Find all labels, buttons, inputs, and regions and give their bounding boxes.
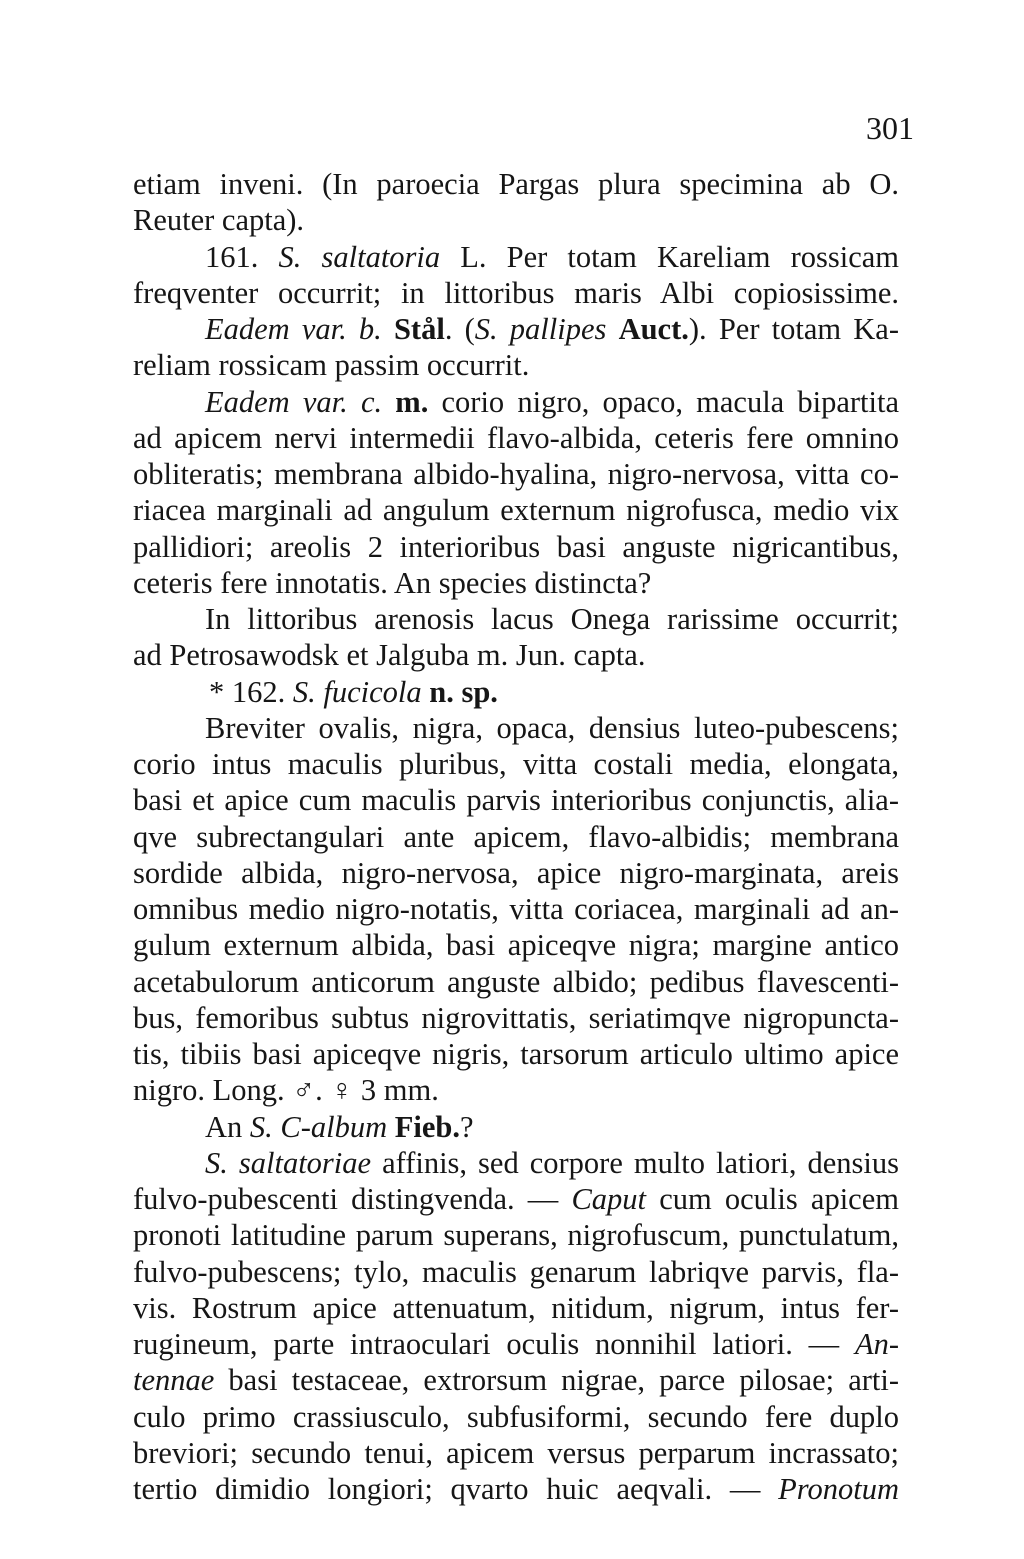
text-segment: ad Petrosawodsk et Jalguba m. Jun. capta.	[133, 638, 646, 673]
text-segment: In littoribus arenosis lacus Onega rarissime occurrit;	[205, 602, 899, 636]
text-line	[133, 601, 899, 637]
text-line	[133, 1471, 899, 1507]
text-line	[133, 855, 899, 891]
text-segment: ad apicem nervi intermedii flavo-albida, ceteris fere omnino	[133, 420, 899, 455]
text-line	[133, 1399, 899, 1435]
text-line	[133, 891, 899, 927]
text-segment: ). Per totam Ka-	[688, 312, 899, 346]
italic-segment: tennae	[133, 1363, 215, 1398]
text-segment: etiam inveni. (In paroecia Pargas plura specimina ab O.	[133, 167, 899, 201]
text-line	[133, 819, 899, 855]
text-line	[133, 964, 899, 1000]
text-segment: culo primo crassiusculo, subfusiformi, secundo fere duplo	[133, 1399, 899, 1434]
body-text	[133, 166, 899, 1507]
text-segment: vis. Rostrum apice attenuatum, nitidum, nigrum, intus fer-	[133, 1290, 899, 1325]
text-line	[133, 275, 899, 311]
italic-segment: Pronotum	[778, 1472, 899, 1506]
text-line	[133, 637, 899, 673]
text-segment: obliteratis; membrana albido-hyalina, nigro-nervosa, vitta co-	[133, 457, 899, 491]
text-line	[133, 1000, 899, 1036]
text-line	[133, 1290, 899, 1326]
bold-segment: Stål	[393, 312, 445, 346]
text-segment: 161.	[205, 239, 279, 274]
text-line	[133, 1072, 899, 1108]
text-line	[133, 529, 899, 565]
text-segment: rugineum, parte intraoculari oculis nonnihil latiori. —	[133, 1327, 855, 1361]
italic-segment: S. saltatoria	[278, 239, 441, 274]
text-segment: pallidiori; areolis 2 interioribus basi anguste nigricantibus,	[133, 529, 899, 564]
text-segment: tis, tibiis basi apiceqve nigris, tarsorum articulo ultimo apice	[133, 1037, 899, 1071]
text-segment: basi testaceae, extrorsum nigrae, parce pilosae; arti-	[214, 1363, 899, 1398]
text-segment: . (	[444, 312, 475, 346]
text-segment: * 162.	[209, 674, 293, 709]
text-line	[133, 927, 899, 963]
text-segment: qve subrectangulari ante apicem, flavo-albidis; membrana	[133, 819, 899, 854]
text-line	[133, 1326, 899, 1362]
bold-segment: Auct.	[618, 312, 689, 346]
italic-segment: An-	[854, 1327, 899, 1361]
text-line	[133, 674, 899, 710]
bold-segment: m.	[395, 384, 429, 419]
text-segment: corio nigro, opaco, macula bipartita	[428, 384, 899, 419]
text-segment	[382, 312, 394, 346]
italic-segment: Eadem var. c.	[205, 384, 383, 419]
text-line	[133, 239, 899, 275]
text-segment: An	[205, 1109, 250, 1144]
text-line	[133, 1217, 899, 1253]
text-segment: ceteris fere innotatis. An species distincta?	[133, 565, 652, 600]
italic-segment: S. C-album	[249, 1109, 388, 1144]
text-segment: corio intus maculis pluribus, vitta costali media, elongata,	[133, 747, 899, 781]
italic-segment: Eadem var. b.	[205, 312, 382, 346]
text-segment: pronoti latitudine parum superans, nigrofuscum, punctulatum,	[133, 1218, 899, 1253]
text-segment: acetabulorum anticorum anguste albido; pedibus flavescenti-	[133, 964, 899, 999]
text-segment: fulvo-pubescens; tylo, maculis genarum labriqve parvis, fla-	[133, 1254, 899, 1289]
text-segment: fulvo-pubescenti distingvenda. —	[133, 1182, 572, 1216]
page-number: 301	[866, 110, 914, 146]
text-segment	[382, 385, 395, 419]
text-line	[133, 202, 899, 238]
text-line	[133, 782, 899, 818]
text-segment: Reuter capta).	[133, 203, 305, 238]
text-line	[133, 347, 899, 383]
text-line	[133, 311, 899, 347]
text-segment: omnibus medio nigro-notatis, vitta coriacea, marginali ad an-	[133, 892, 899, 926]
text-segment: tertio dimidio longiori; qvarto huic aeqvali. —	[133, 1472, 779, 1506]
text-line	[133, 456, 899, 492]
text-segment: sordide albida, nigro-nervosa, apice nigro-marginata, areis	[133, 855, 899, 890]
text-segment: freqventer occurrit; in littoribus maris Albi copiosissime.	[133, 275, 899, 310]
text-segment	[387, 1110, 395, 1144]
text-line	[133, 384, 899, 420]
text-segment: Breviter ovalis, nigra, opaca, densius luteo-pubescens;	[205, 710, 899, 745]
text-line	[133, 1181, 899, 1217]
text-segment: basi et apice cum maculis parvis interioribus conjunctis, alia-	[133, 783, 899, 818]
text-segment	[606, 312, 618, 346]
text-line	[133, 746, 899, 782]
text-line	[133, 565, 899, 601]
text-line	[133, 166, 899, 202]
bold-segment: n. sp.	[429, 674, 498, 709]
text-line	[133, 1254, 899, 1290]
text-line	[133, 1036, 899, 1072]
text-segment: nigro. Long. ♂. ♀ 3 mm.	[133, 1073, 439, 1108]
italic-segment: Caput	[571, 1182, 647, 1216]
italic-segment: S. saltatoriae	[205, 1145, 372, 1180]
text-segment: gulum externum albida, basi apiceqve nigra; margine antico	[133, 928, 899, 963]
text-segment: riacea marginali ad angulum externum nigrofusca, medio vix	[133, 493, 899, 528]
text-segment: breviori; secundo tenui, apicem versus perparum incrassato;	[133, 1435, 899, 1470]
text-line	[133, 1362, 899, 1398]
text-line	[133, 1145, 899, 1181]
text-segment: ?	[460, 1109, 474, 1144]
text-segment: L. Per totam Kareliam rossicam	[440, 239, 899, 274]
text-segment: reliam rossicam passim occurrit.	[133, 348, 530, 383]
italic-segment: S. fucicola	[292, 674, 422, 709]
text-line	[133, 710, 899, 746]
italic-segment: S. pallipes	[474, 312, 607, 346]
text-segment: cum oculis apicem	[646, 1182, 899, 1216]
text-segment: bus, femoribus subtus nigrovittatis, seriatimqve nigropuncta-	[133, 1000, 899, 1035]
text-line	[133, 1435, 899, 1471]
text-line	[133, 1109, 899, 1145]
text-segment: affinis, sed corpore multo latiori, densius	[371, 1145, 899, 1180]
text-line	[133, 420, 899, 456]
text-line	[133, 492, 899, 528]
bold-segment: Fieb.	[394, 1109, 461, 1144]
